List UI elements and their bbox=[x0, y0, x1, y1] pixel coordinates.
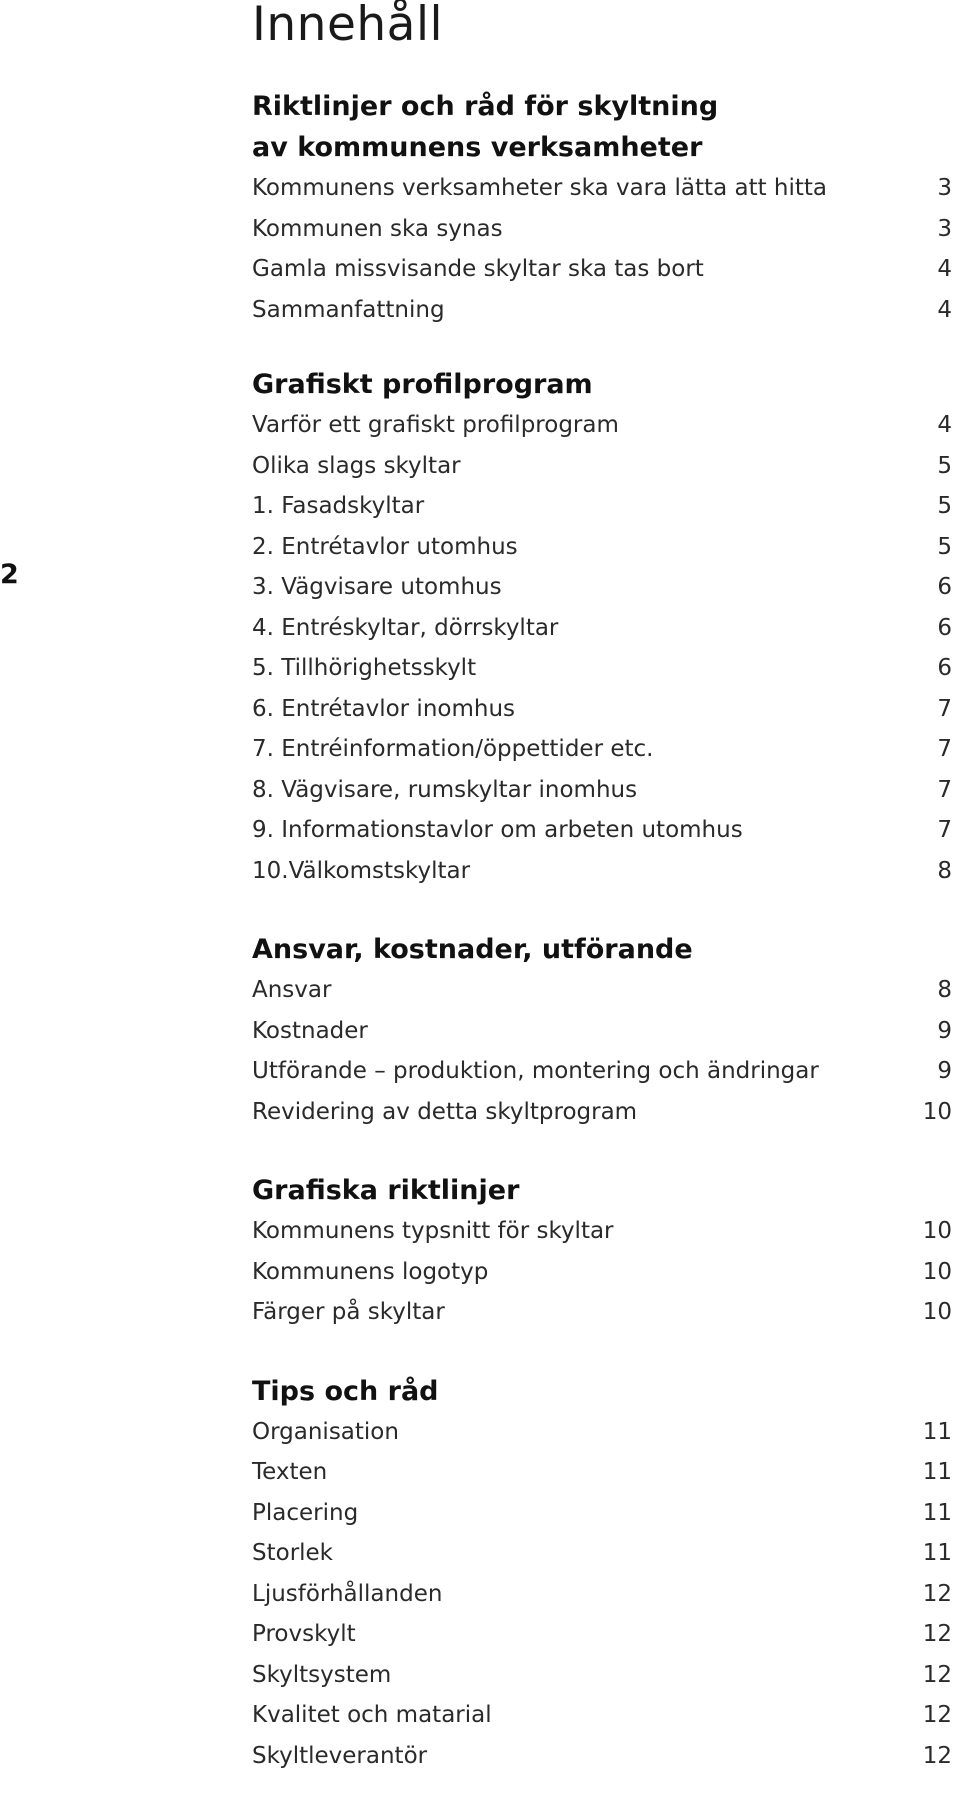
toc-entry[interactable] bbox=[252, 1051, 952, 1092]
toc-entry-page: 11 bbox=[922, 1459, 952, 1485]
toc-entry-label: Varför ett grafiskt profilprogram bbox=[252, 412, 619, 438]
toc-entry-page: 5 bbox=[937, 452, 952, 479]
toc-entry-label: Kostnader bbox=[252, 1017, 368, 1044]
toc-entry-label: 9. Informationstavlor om arbeten utomhus bbox=[252, 817, 743, 843]
toc-entry-label: Revidering av detta skyltprogram bbox=[252, 1098, 638, 1125]
toc-entry-label: Provskylt bbox=[252, 1621, 356, 1647]
toc-entry[interactable] bbox=[252, 1092, 952, 1133]
toc-section bbox=[252, 929, 952, 1132]
toc-entry-page: 10 bbox=[922, 1098, 952, 1125]
toc-entry[interactable] bbox=[252, 1533, 952, 1574]
page-title: Innehåll bbox=[252, 0, 444, 52]
toc-entry[interactable] bbox=[252, 689, 952, 730]
toc-entry-label: Kommunens verksamheter ska vara lätta att hitta bbox=[252, 175, 828, 201]
toc-entry-page: 6 bbox=[937, 574, 952, 600]
toc-entry-page: 6 bbox=[937, 655, 952, 681]
toc-entry-page: 9 bbox=[937, 1058, 952, 1084]
toc-entry-label: Texten bbox=[252, 1459, 328, 1485]
toc-entry-label: Placering bbox=[252, 1499, 359, 1526]
toc-entry-label: Färger på skyltar bbox=[252, 1299, 445, 1325]
toc-entry[interactable] bbox=[252, 810, 952, 851]
toc-entry-page: 12 bbox=[922, 1621, 952, 1647]
toc-entry-page: 10 bbox=[922, 1258, 952, 1285]
toc-entry-page: 12 bbox=[922, 1661, 952, 1688]
toc-entry-page: 7 bbox=[937, 736, 952, 762]
toc-entry-label: Storlek bbox=[252, 1540, 334, 1566]
toc-entry-page: 3 bbox=[937, 175, 952, 201]
toc-entry[interactable] bbox=[252, 970, 952, 1011]
toc-entry[interactable] bbox=[252, 527, 952, 568]
toc-entry[interactable] bbox=[252, 1011, 952, 1052]
toc-section bbox=[252, 364, 952, 891]
toc-entry-page: 5 bbox=[937, 533, 952, 560]
toc-entry-label: 7. Entréinformation/öppettider etc. bbox=[252, 736, 654, 762]
toc-entry-page: 4 bbox=[937, 256, 952, 282]
toc-entry-page: 9 bbox=[937, 1017, 952, 1044]
toc-entry-page: 12 bbox=[922, 1742, 952, 1769]
toc-entry-label: Skyltsystem bbox=[252, 1661, 392, 1688]
toc-entry-page: 12 bbox=[922, 1702, 952, 1728]
toc-entry-page: 11 bbox=[922, 1499, 952, 1526]
toc-section bbox=[252, 86, 952, 330]
toc-entry[interactable] bbox=[252, 1412, 952, 1453]
toc-entry-label: Ljusförhållanden bbox=[252, 1580, 443, 1607]
section-heading: Riktlinjer och råd för skyltning av kommunens verksamheter bbox=[252, 91, 719, 163]
toc-entry[interactable] bbox=[252, 249, 952, 290]
toc-entry-page: 3 bbox=[937, 215, 952, 242]
toc-entry-label: Ansvar bbox=[252, 977, 332, 1003]
toc-entry[interactable] bbox=[252, 608, 952, 649]
toc-entry-page: 7 bbox=[937, 776, 952, 803]
toc-section bbox=[252, 1371, 952, 1777]
toc-entry[interactable] bbox=[252, 486, 952, 527]
toc-entry-page: 7 bbox=[937, 817, 952, 843]
toc-entry[interactable] bbox=[252, 851, 952, 892]
toc-entry-page: 8 bbox=[937, 857, 952, 884]
toc-entry-label: 10.Välkomstskyltar bbox=[252, 857, 471, 884]
toc-entry[interactable] bbox=[252, 168, 952, 209]
toc-entry-page: 11 bbox=[922, 1418, 952, 1445]
toc-section bbox=[252, 1170, 952, 1333]
section-heading: Grafiskt profilprogram bbox=[252, 369, 593, 400]
toc-entry[interactable] bbox=[252, 1614, 952, 1655]
toc-entry-label: Kommunens logotyp bbox=[252, 1258, 489, 1285]
toc-entry-label: 8. Vägvisare, rumskyltar inomhus bbox=[252, 776, 638, 803]
toc-entry-label: 3. Vägvisare utomhus bbox=[252, 574, 502, 600]
toc-entry-page: 5 bbox=[937, 493, 952, 519]
toc-entry-label: 6. Entrétavlor inomhus bbox=[252, 695, 516, 722]
toc-entry-page: 7 bbox=[937, 695, 952, 722]
toc-entry-label: Skyltleverantör bbox=[252, 1742, 428, 1769]
toc-entry[interactable] bbox=[252, 1695, 952, 1736]
toc-entry[interactable] bbox=[252, 567, 952, 608]
toc-entry-label: Gamla missvisande skyltar ska tas bort bbox=[252, 256, 704, 282]
toc-entry[interactable] bbox=[252, 405, 952, 446]
toc-entry-label: Sammanfattning bbox=[252, 296, 445, 323]
toc-entry-label: Olika slags skyltar bbox=[252, 452, 461, 479]
table-of-contents bbox=[252, 0, 952, 1776]
toc-entry-page: 8 bbox=[937, 977, 952, 1003]
toc-entry-page: 11 bbox=[922, 1540, 952, 1566]
toc-entry-page: 6 bbox=[937, 614, 952, 641]
toc-entry[interactable] bbox=[252, 1252, 952, 1293]
toc-entry[interactable] bbox=[252, 729, 952, 770]
toc-entry-label: Kommunen ska synas bbox=[252, 215, 503, 242]
toc-entry-label: 5. Tillhörighetsskylt bbox=[252, 655, 477, 681]
toc-entry-label: Utförande – produktion, montering och ändringar bbox=[252, 1058, 819, 1084]
toc-entry-label: Kvalitet och matarial bbox=[252, 1702, 492, 1728]
section-heading: Tips och råd bbox=[252, 1375, 439, 1407]
toc-entry[interactable] bbox=[252, 1655, 952, 1696]
toc-entry[interactable] bbox=[252, 1211, 952, 1252]
toc-entry-page: 10 bbox=[922, 1218, 952, 1244]
toc-entry[interactable] bbox=[252, 446, 952, 487]
toc-entry-label: 1. Fasadskyltar bbox=[252, 493, 425, 519]
toc-entry[interactable] bbox=[252, 209, 952, 250]
toc-entry[interactable] bbox=[252, 1292, 952, 1333]
toc-entry[interactable] bbox=[252, 648, 952, 689]
toc-entry[interactable] bbox=[252, 1736, 952, 1777]
toc-entry-label: Kommunens typsnitt för skyltar bbox=[252, 1218, 614, 1244]
toc-entry[interactable] bbox=[252, 1452, 952, 1493]
toc-entry-label: 2. Entrétavlor utomhus bbox=[252, 533, 518, 560]
toc-entry-page: 10 bbox=[922, 1299, 952, 1325]
toc-entry[interactable] bbox=[252, 1574, 952, 1615]
toc-entry-page: 4 bbox=[937, 296, 952, 323]
section-heading: Grafiska riktlinjer bbox=[252, 1175, 520, 1206]
toc-entry-label: Organisation bbox=[252, 1418, 399, 1445]
toc-entry[interactable] bbox=[252, 770, 952, 811]
toc-entry[interactable] bbox=[252, 1493, 952, 1534]
toc-entry-label: 4. Entréskyltar, dörrskyltar bbox=[252, 614, 559, 641]
page-number: 2 bbox=[0, 559, 19, 590]
toc-entry[interactable] bbox=[252, 290, 952, 331]
toc-entry-page: 4 bbox=[937, 412, 952, 438]
toc-entry-page: 12 bbox=[922, 1580, 952, 1607]
section-heading: Ansvar, kostnader, utförande bbox=[252, 934, 693, 965]
